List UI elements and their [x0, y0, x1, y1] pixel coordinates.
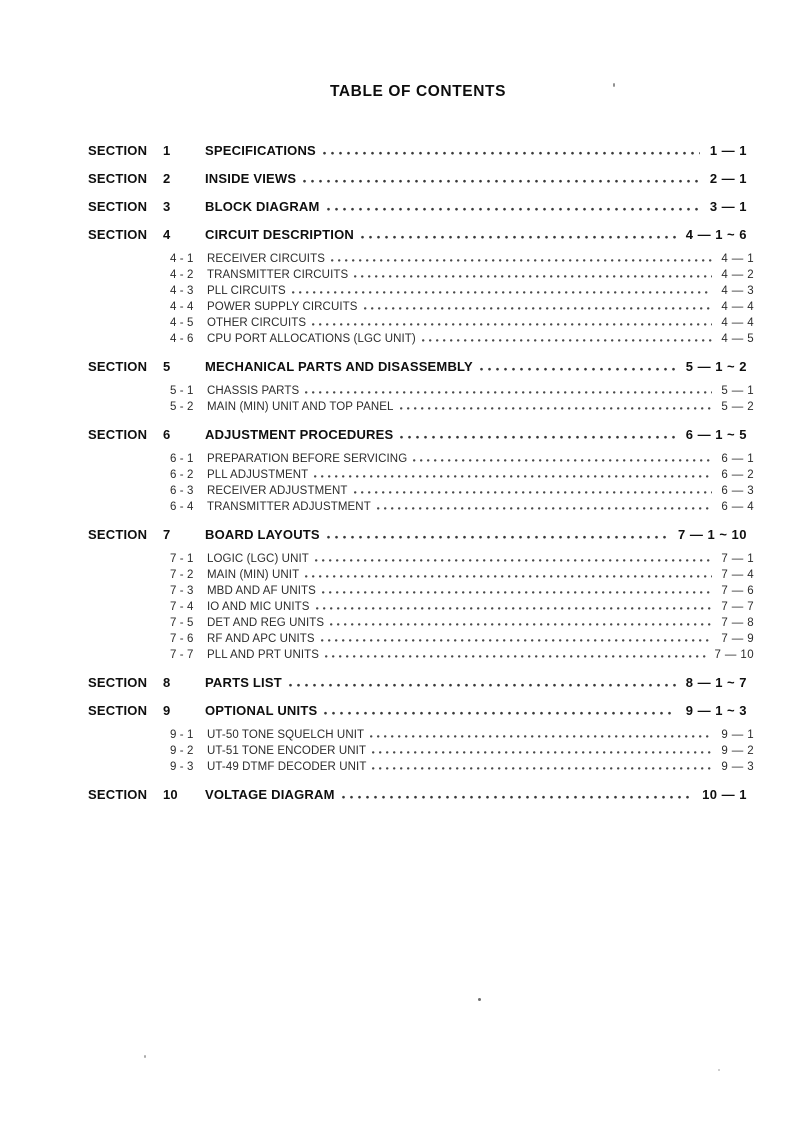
dot-leader: [305, 574, 712, 578]
subsection-title: LOGIC (LGC) UNIT: [207, 553, 309, 565]
dot-leader: [372, 750, 712, 754]
dot-leader: [323, 151, 700, 155]
dot-leader: [354, 274, 712, 278]
subsection-number: 5 - 1: [170, 385, 194, 397]
section-number: 10: [163, 787, 178, 802]
subsection-page-number: 7 — 1: [721, 553, 754, 565]
scan-artifact-speck: [478, 998, 481, 1001]
subsection-title: PLL ADJUSTMENT: [207, 469, 309, 481]
subsection-page-number: 5 — 2: [721, 401, 754, 413]
section-label: SECTION: [88, 227, 148, 242]
subsection-number: 4 - 5: [170, 317, 194, 329]
section-number: 1: [163, 143, 171, 158]
subsection-page-number: 6 — 3: [721, 485, 754, 497]
dot-leader: [413, 458, 712, 462]
section-title: OPTIONAL UNITS: [205, 703, 318, 718]
subsection-page-number: 7 — 9: [721, 633, 754, 645]
subsection-title: PREPARATION BEFORE SERVICING: [207, 453, 408, 465]
toc-group: [0, 526, 794, 663]
section-number: 8: [163, 675, 171, 690]
subsection-title: PLL CIRCUITS: [207, 285, 286, 297]
subsection-page-number: 6 — 1: [721, 453, 754, 465]
dot-leader: [400, 406, 713, 410]
subsection-title: CPU PORT ALLOCATIONS (LGC UNIT): [207, 333, 416, 345]
section-number: 2: [163, 171, 171, 186]
toc-subsection-row: [0, 551, 794, 567]
dot-leader: [330, 622, 712, 626]
section-number: 6: [163, 427, 171, 442]
subsection-page-number: 6 — 4: [721, 501, 754, 513]
subsection-title: MAIN (MIN) UNIT AND TOP PANEL: [207, 401, 394, 413]
subsection-page-number: 4 — 2: [721, 269, 754, 281]
dot-leader: [364, 306, 713, 310]
toc-section-row: [0, 142, 794, 159]
dot-leader: [400, 435, 675, 439]
subsection-number: 6 - 2: [170, 469, 194, 481]
toc-section-row: [0, 786, 794, 803]
subsection-number: 7 - 7: [170, 649, 194, 661]
toc-subsection-row: [0, 251, 794, 267]
toc-subsection-row: [0, 331, 794, 347]
section-number: 9: [163, 703, 171, 718]
section-title: ADJUSTMENT PROCEDURES: [205, 427, 394, 442]
subsection-title: IO AND MIC UNITS: [207, 601, 310, 613]
toc-subsection-row: [0, 647, 794, 663]
toc-subsection-row: [0, 383, 794, 399]
subsection-number: 7 - 5: [170, 617, 194, 629]
section-title: INSIDE VIEWS: [205, 171, 297, 186]
subsection-number: 4 - 4: [170, 301, 194, 313]
subsection-title: PLL AND PRT UNITS: [207, 649, 320, 661]
dot-leader: [325, 654, 705, 658]
subsection-title: DET AND REG UNITS: [207, 617, 325, 629]
section-page-number: 2 — 1: [709, 171, 747, 186]
subsection-page-number: 9 — 3: [721, 761, 754, 773]
dot-leader: [354, 490, 713, 494]
dot-leader: [331, 258, 712, 262]
toc-subsection-row: [0, 267, 794, 283]
subsection-number: 4 - 3: [170, 285, 194, 297]
dot-leader: [316, 606, 713, 610]
section-page-number: 8 — 1 ~ 7: [685, 675, 747, 690]
toc-section-row: [0, 226, 794, 243]
scan-artifact-speck: [144, 1055, 146, 1058]
subsection-title: UT-50 TONE SQUELCH UNIT: [207, 729, 365, 741]
toc-section-row: [0, 526, 794, 543]
toc-section-row: [0, 198, 794, 215]
toc-section-row: [0, 674, 794, 691]
subsection-title: RECEIVER CIRCUITS: [207, 253, 325, 265]
subsection-list: [0, 727, 794, 775]
scan-artifact-speck: [613, 83, 615, 87]
toc-subsection-row: [0, 727, 794, 743]
section-label: SECTION: [88, 199, 148, 214]
section-page-number: 3 — 1: [709, 199, 747, 214]
dot-leader: [321, 638, 713, 642]
toc-group: [0, 702, 794, 775]
section-title: VOLTAGE DIAGRAM: [205, 787, 335, 802]
subsection-list: [0, 383, 794, 415]
dot-leader: [322, 590, 712, 594]
section-label: SECTION: [88, 143, 148, 158]
toc-group: [0, 226, 794, 347]
toc-subsection-row: [0, 451, 794, 467]
subsection-number: 9 - 3: [170, 761, 194, 773]
section-label: SECTION: [88, 703, 148, 718]
section-label: SECTION: [88, 787, 148, 802]
section-page-number: 4 — 1 ~ 6: [685, 227, 747, 242]
subsection-page-number: 7 — 4: [721, 569, 754, 581]
dot-leader: [480, 367, 676, 371]
subsection-title: CHASSIS PARTS: [207, 385, 300, 397]
dot-leader: [327, 535, 668, 539]
subsection-title: RECEIVER ADJUSTMENT: [207, 485, 348, 497]
subsection-page-number: 5 — 1: [721, 385, 754, 397]
subsection-number: 7 - 1: [170, 553, 194, 565]
toc-subsection-row: [0, 759, 794, 775]
section-title: BLOCK DIAGRAM: [205, 199, 320, 214]
toc-subsection-row: [0, 399, 794, 415]
dot-leader: [370, 734, 712, 738]
dot-leader: [361, 235, 676, 239]
dot-leader: [342, 795, 692, 799]
subsection-title: POWER SUPPLY CIRCUITS: [207, 301, 358, 313]
section-label: SECTION: [88, 359, 148, 374]
subsection-page-number: 4 — 4: [721, 301, 754, 313]
toc-group: [0, 674, 794, 691]
dot-leader: [314, 474, 712, 478]
toc-group: [0, 142, 794, 159]
dot-leader: [422, 338, 712, 342]
toc-subsection-row: [0, 315, 794, 331]
toc-subsection-row: [0, 283, 794, 299]
subsection-number: 6 - 1: [170, 453, 194, 465]
subsection-title: MAIN (MIN) UNIT: [207, 569, 300, 581]
subsection-number: 9 - 2: [170, 745, 194, 757]
subsection-number: 7 - 2: [170, 569, 194, 581]
subsection-page-number: 4 — 4: [721, 317, 754, 329]
dot-leader: [324, 711, 675, 715]
toc-group: [0, 358, 794, 415]
toc-subsection-row: [0, 599, 794, 615]
dot-leader: [292, 290, 713, 294]
section-number: 5: [163, 359, 171, 374]
toc-subsection-row: [0, 743, 794, 759]
section-title: MECHANICAL PARTS AND DISASSEMBLY: [205, 359, 473, 374]
toc-section-row: [0, 358, 794, 375]
toc-subsection-row: [0, 631, 794, 647]
subsection-number: 7 - 4: [170, 601, 194, 613]
subsection-title: UT-51 TONE ENCODER UNIT: [207, 745, 367, 757]
subsection-page-number: 9 — 1: [721, 729, 754, 741]
subsection-list: [0, 451, 794, 515]
dot-leader: [289, 683, 676, 687]
section-page-number: 5 — 1 ~ 2: [685, 359, 747, 374]
dot-leader: [377, 506, 712, 510]
subsection-page-number: 7 — 8: [721, 617, 754, 629]
subsection-number: 5 - 2: [170, 401, 194, 413]
toc-subsection-row: [0, 499, 794, 515]
section-page-number: 1 — 1: [709, 143, 747, 158]
toc-section-row: [0, 702, 794, 719]
subsection-number: 4 - 6: [170, 333, 194, 345]
section-number: 4: [163, 227, 171, 242]
scan-artifact-speck: [718, 1069, 720, 1071]
subsection-page-number: 4 — 3: [721, 285, 754, 297]
dot-leader: [315, 558, 712, 562]
page-title: TABLE OF CONTENTS: [329, 83, 507, 100]
toc-subsection-row: [0, 467, 794, 483]
subsection-page-number: 9 — 2: [721, 745, 754, 757]
subsection-number: 6 - 3: [170, 485, 194, 497]
section-label: SECTION: [88, 427, 148, 442]
toc-group: [0, 170, 794, 187]
toc-subsection-row: [0, 567, 794, 583]
toc-subsection-row: [0, 299, 794, 315]
section-page-number: 10 — 1: [702, 787, 747, 802]
toc-group: [0, 786, 794, 803]
dot-leader: [303, 179, 700, 183]
subsection-page-number: 7 — 10: [714, 649, 754, 661]
toc-subsection-row: [0, 483, 794, 499]
section-page-number: 6 — 1 ~ 5: [685, 427, 747, 442]
toc-group: [0, 426, 794, 515]
section-title: BOARD LAYOUTS: [205, 527, 320, 542]
subsection-list: [0, 551, 794, 663]
dot-leader: [327, 207, 700, 211]
dot-leader: [305, 390, 712, 394]
section-title: CIRCUIT DESCRIPTION: [205, 227, 354, 242]
subsection-title: MBD AND AF UNITS: [207, 585, 316, 597]
subsection-number: 7 - 6: [170, 633, 194, 645]
subsection-page-number: 4 — 5: [721, 333, 754, 345]
subsection-number: 4 - 1: [170, 253, 194, 265]
toc-list: [0, 142, 794, 803]
section-label: SECTION: [88, 675, 148, 690]
toc-section-row: [0, 426, 794, 443]
section-title: PARTS LIST: [205, 675, 282, 690]
section-number: 3: [163, 199, 171, 214]
subsection-title: UT-49 DTMF DECODER UNIT: [207, 761, 367, 773]
section-page-number: 9 — 1 ~ 3: [685, 703, 747, 718]
section-title: SPECIFICATIONS: [205, 143, 316, 158]
subsection-title: TRANSMITTER ADJUSTMENT: [207, 501, 371, 513]
dot-leader: [312, 322, 712, 326]
subsection-title: RF AND APC UNITS: [207, 633, 315, 645]
subsection-page-number: 4 — 1: [721, 253, 754, 265]
subsection-number: 9 - 1: [170, 729, 194, 741]
section-number: 7: [163, 527, 171, 542]
toc-subsection-row: [0, 615, 794, 631]
subsection-list: [0, 251, 794, 347]
toc-section-row: [0, 170, 794, 187]
subsection-page-number: 7 — 6: [721, 585, 754, 597]
dot-leader: [372, 766, 712, 770]
toc-subsection-row: [0, 583, 794, 599]
subsection-number: 6 - 4: [170, 501, 194, 513]
subsection-title: OTHER CIRCUITS: [207, 317, 307, 329]
toc-group: [0, 198, 794, 215]
section-page-number: 7 — 1 ~ 10: [678, 527, 747, 542]
subsection-title: TRANSMITTER CIRCUITS: [207, 269, 349, 281]
subsection-number: 4 - 2: [170, 269, 194, 281]
subsection-number: 7 - 3: [170, 585, 194, 597]
section-label: SECTION: [88, 171, 148, 186]
section-label: SECTION: [88, 527, 148, 542]
subsection-page-number: 6 — 2: [721, 469, 754, 481]
subsection-page-number: 7 — 7: [721, 601, 754, 613]
